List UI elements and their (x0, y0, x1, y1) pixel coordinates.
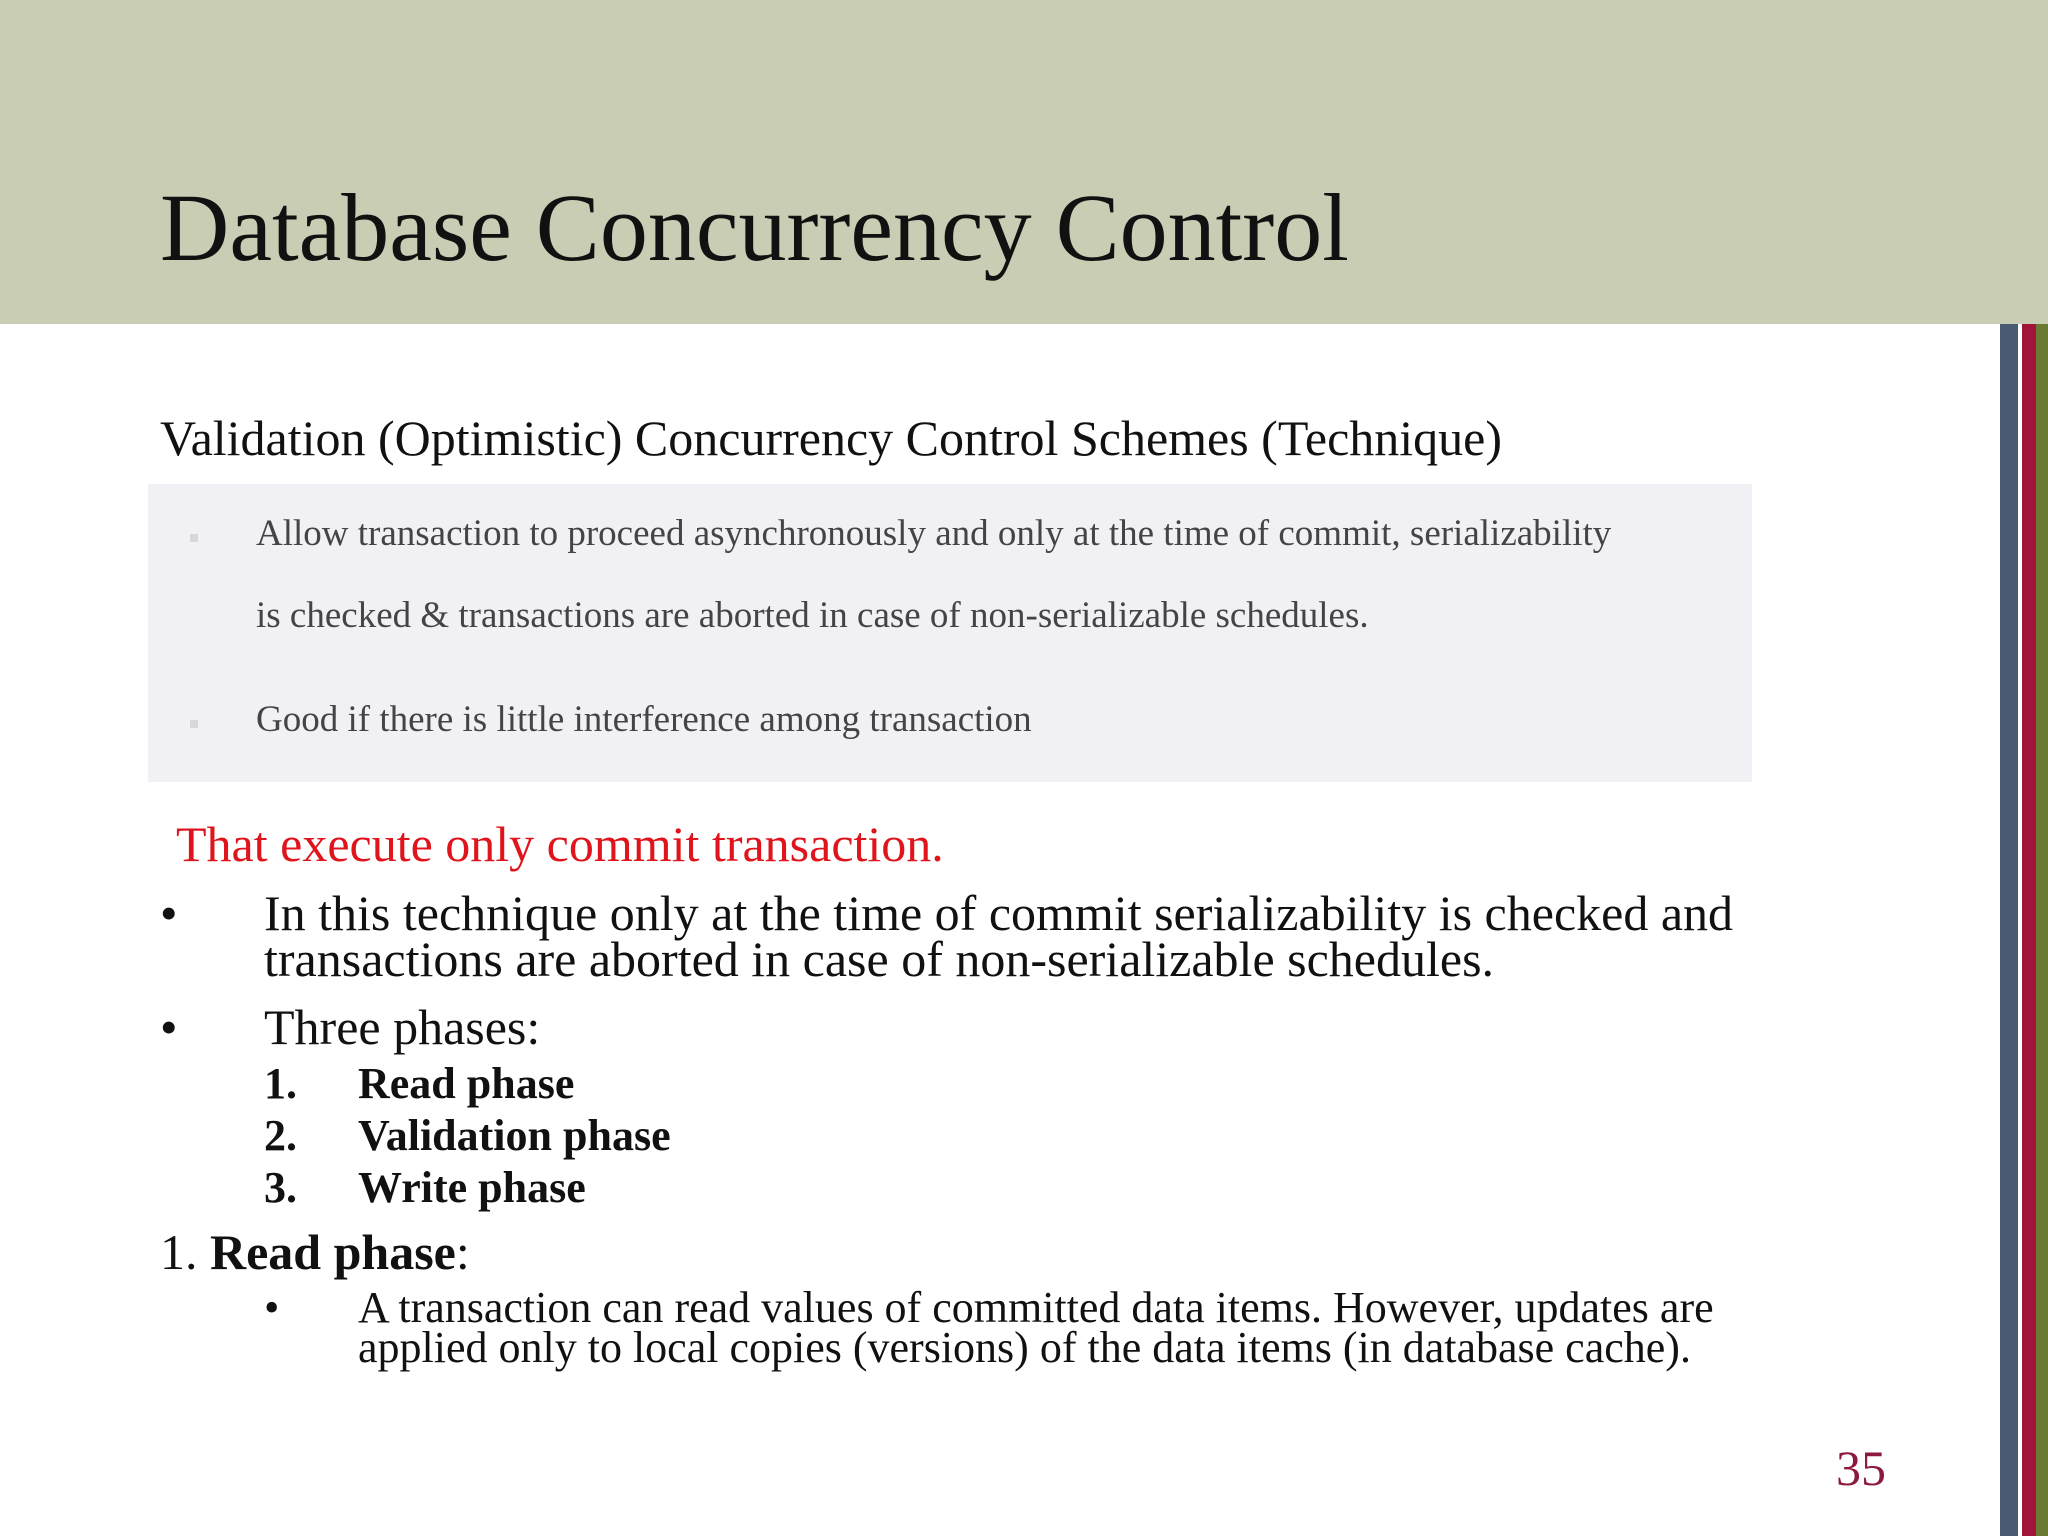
stripe-red (2022, 324, 2036, 1536)
sub-bullet-text-line: A transaction can read values of committed data items. However, updates are (358, 1283, 1714, 1332)
decorative-side-stripes (2000, 324, 2048, 1536)
phase-number: 3. (264, 1163, 297, 1212)
sub-bullet-marker: • (264, 1283, 280, 1332)
sub-bullet-text-line: applied only to local copies (versions) of the data items (in database cache). (358, 1323, 1691, 1372)
slide-subtitle: Validation (Optimistic) Concurrency Control Schemes (Technique) (160, 410, 1502, 466)
read-phase-title: Read phase (210, 1224, 456, 1280)
phase-label: Validation phase (358, 1111, 671, 1160)
excerpt-line: Good if there is little interference among transaction (256, 699, 1032, 740)
bullet-text-line: Three phases: (264, 999, 541, 1055)
bullet-text-line: In this technique only at the time of commit serializability is checked and (264, 885, 1734, 941)
bullet-text-line: transactions are aborted in case of non-serializable schedules. (264, 931, 1495, 987)
phase-label: Read phase (358, 1059, 575, 1108)
bullet-marker: • (160, 885, 178, 941)
bullet-marker: • (160, 999, 178, 1055)
excerpt-bullet-icon (190, 720, 198, 728)
excerpt-line: Allow transaction to proceed asynchronously and only at the time of commit, serializability (256, 513, 1612, 554)
page-number: 35 (1836, 1440, 1886, 1496)
phase-label: Write phase (358, 1163, 586, 1212)
excerpt-bullet-icon (190, 534, 198, 542)
read-phase-prefix: 1. (160, 1224, 210, 1280)
read-phase-heading (160, 1222, 470, 1282)
slide-title: Database Concurrency Control (160, 174, 1349, 281)
phase-number: 1. (264, 1059, 297, 1108)
phase-number: 2. (264, 1111, 297, 1160)
stripe-blue (2000, 324, 2018, 1536)
highlight-note: That execute only commit transaction. (176, 816, 944, 872)
quoted-excerpt-image (148, 484, 1752, 782)
excerpt-line: is checked & transactions are aborted in case of non-serializable schedules. (256, 595, 1369, 636)
read-phase-suffix: : (455, 1224, 470, 1280)
stripe-green (2036, 324, 2048, 1536)
